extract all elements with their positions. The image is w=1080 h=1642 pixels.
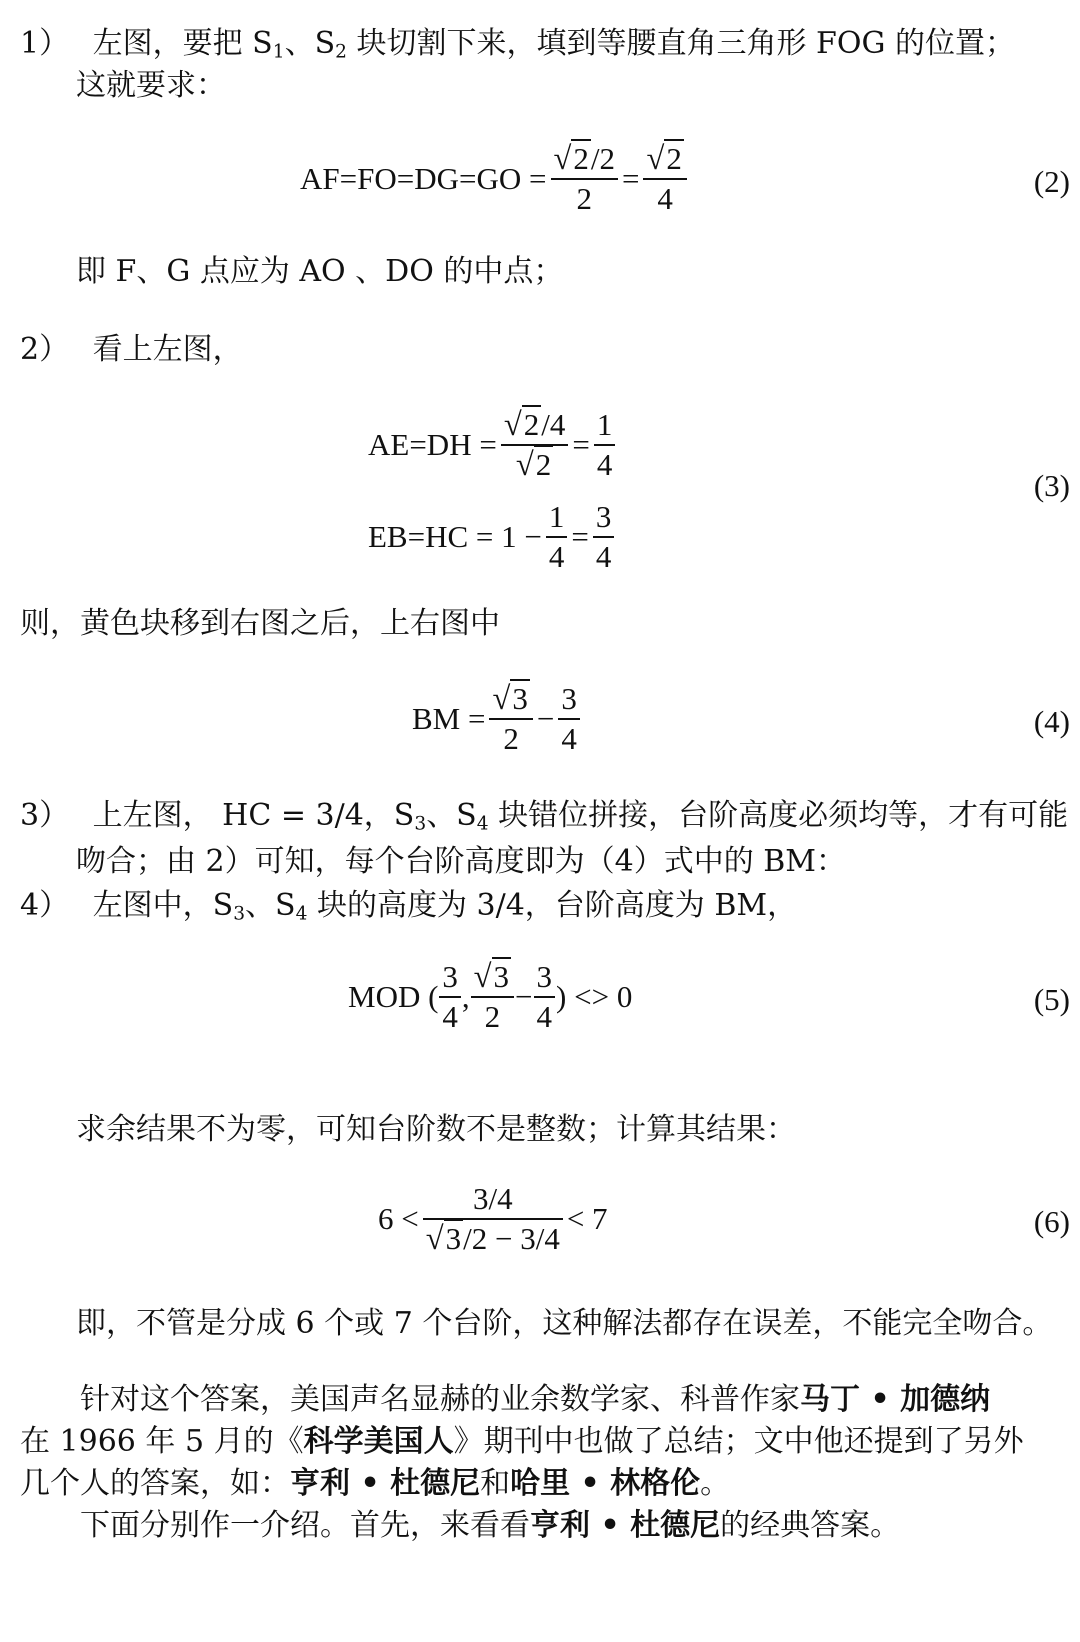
numerator: 3/4 bbox=[423, 1180, 563, 1220]
fraction: $\frac{√2}{4}$ bbox=[643, 140, 686, 218]
equation-label: (3) bbox=[1033, 468, 1070, 503]
text: 的经典答案。 bbox=[720, 1508, 901, 1543]
note-line: 求余结果不为零，可知台阶数不是整数；计算其结果： bbox=[76, 1112, 796, 1147]
fraction bbox=[546, 498, 568, 576]
radicand: 2 bbox=[523, 407, 540, 442]
subscript: 2 bbox=[335, 41, 347, 63]
eq-lhs: 6 < bbox=[378, 1201, 419, 1236]
item-number: 3） bbox=[20, 798, 70, 833]
numerator: 3 bbox=[534, 958, 556, 998]
denominator: 4 bbox=[657, 181, 673, 216]
radicand: 2 bbox=[573, 141, 589, 176]
item-number: 4） bbox=[20, 888, 70, 923]
item-text: 块切割下来，填到等腰直角三角形 FOG 的位置； bbox=[346, 26, 1015, 61]
journal-name: 科学美国人 bbox=[303, 1424, 454, 1459]
eq-rhs: < 7 bbox=[566, 1201, 608, 1236]
fraction bbox=[534, 958, 556, 1036]
eq-lhs: AE=DH = bbox=[368, 427, 497, 462]
denominator: 2 bbox=[503, 721, 519, 756]
equation-2 bbox=[300, 140, 691, 218]
fraction bbox=[593, 498, 615, 576]
item-2-line bbox=[20, 330, 243, 370]
item-number: 1） bbox=[20, 26, 70, 61]
equals: = bbox=[571, 519, 589, 554]
fraction: $\frac{3/4}{√3/2 - 3/4}$ bbox=[423, 1180, 563, 1258]
equation-3-row-2 bbox=[368, 498, 618, 576]
equation-5 bbox=[348, 958, 632, 1036]
denominator-tail: /2 − 3/4 bbox=[463, 1221, 560, 1256]
radicand: 2 bbox=[535, 447, 552, 482]
text: 针对这个答案，美国声名显赫的业余数学家、科普作家 bbox=[80, 1382, 800, 1417]
item-text: 、S bbox=[426, 798, 477, 833]
subscript: 4 bbox=[476, 813, 489, 835]
minus: − bbox=[515, 979, 533, 1014]
denominator: 4 bbox=[536, 999, 553, 1034]
item-text: 左图，要把 S bbox=[92, 26, 273, 61]
item-text: 看上左图， bbox=[92, 332, 243, 367]
equation-6 bbox=[378, 1180, 608, 1258]
numerator: 3 bbox=[439, 958, 461, 998]
paragraph-line-2 bbox=[20, 1422, 1024, 1462]
fraction: $\frac{√2/2}{2}$ bbox=[551, 140, 619, 218]
fraction bbox=[439, 958, 461, 1036]
person-name: 哈里 • 林格伦 bbox=[510, 1466, 701, 1501]
item-text: 、S bbox=[245, 888, 296, 923]
subscript: 4 bbox=[295, 903, 308, 925]
paragraph-line-3 bbox=[20, 1464, 730, 1504]
numerator: 1 bbox=[594, 406, 616, 446]
equation-4 bbox=[412, 680, 584, 758]
eq-lhs: MOD ( bbox=[348, 979, 439, 1014]
fraction: $\frac{√3}{2}$ bbox=[489, 680, 532, 758]
fraction bbox=[558, 680, 580, 758]
item-text: 块的高度为 3/4，台阶高度为 BM， bbox=[307, 888, 798, 923]
note-line: 即 F、G 点应为 AO 、DO 的中点； bbox=[76, 254, 564, 289]
text: 在 1966 年 5 月的《 bbox=[20, 1424, 304, 1459]
item-text: 上左图， HC = 3/4，S bbox=[92, 798, 415, 833]
subscript: 1 bbox=[272, 41, 285, 63]
denominator: 4 bbox=[561, 721, 577, 756]
eq-lhs: BM = bbox=[412, 701, 486, 736]
radicand: 3 bbox=[512, 681, 528, 716]
person-name: 马丁 • 加德纳 bbox=[800, 1382, 991, 1417]
item-number: 2） bbox=[20, 332, 70, 367]
text: 。 bbox=[700, 1466, 731, 1501]
numerator-tail: /4 bbox=[541, 407, 566, 442]
fraction: $\frac{√2/4}{√2}$ bbox=[501, 406, 569, 484]
note-line: 则，黄色块移到右图之后，上右图中 bbox=[20, 606, 500, 641]
person-name: 亨利 • 杜德尼 bbox=[530, 1508, 721, 1543]
equation-label: (4) bbox=[1033, 704, 1070, 739]
eq-lhs: AF=FO=DG=GO = bbox=[300, 161, 547, 196]
numerator-tail: /2 bbox=[590, 141, 615, 176]
person-name: 亨利 • 杜德尼 bbox=[290, 1466, 481, 1501]
note-line: 即，不管是分成 6 个或 7 个台阶，这种解法都存在误差，不能完全吻合。 bbox=[76, 1306, 1053, 1341]
numerator: 3 bbox=[593, 498, 615, 538]
denominator: 2 bbox=[484, 999, 501, 1034]
fraction: $\frac{√3}{2}$ bbox=[471, 958, 514, 1036]
equation-3-row-1 bbox=[368, 406, 619, 484]
item-text: 、S bbox=[284, 26, 336, 61]
item-text: 块错位拼接，台阶高度必须均等，才有可能 bbox=[488, 798, 1069, 833]
eq-lhs: EB=HC = 1 − bbox=[368, 519, 542, 554]
denominator: 4 bbox=[442, 999, 458, 1034]
denominator: 2 bbox=[576, 181, 592, 216]
denominator: 4 bbox=[596, 447, 613, 482]
radicand: 3 bbox=[445, 1221, 462, 1256]
item-3-line-2: 吻合；由 2）可知，每个台阶高度即为（4）式中的 BM： bbox=[76, 844, 847, 879]
equals: = bbox=[572, 427, 590, 462]
denominator: 4 bbox=[595, 539, 612, 574]
item-3-line-1 bbox=[20, 796, 1068, 845]
numerator: 3 bbox=[558, 680, 580, 720]
item-1-line-2: 这就要求： bbox=[76, 68, 226, 103]
equation-label: (2) bbox=[1033, 164, 1070, 199]
item-4-line bbox=[20, 886, 797, 935]
subscript: 3 bbox=[233, 903, 246, 925]
radicand: 3 bbox=[493, 959, 510, 994]
paragraph-line-4 bbox=[80, 1506, 900, 1546]
numerator: 1 bbox=[546, 498, 568, 538]
equation-label: (6) bbox=[1033, 1204, 1070, 1239]
item-text: 左图中，S bbox=[92, 888, 234, 923]
equals: = bbox=[622, 161, 640, 196]
text: 》期刊中也做了总结；文中他还提到了另外 bbox=[453, 1424, 1024, 1459]
comma: , bbox=[461, 979, 470, 1014]
radicand: 2 bbox=[666, 141, 682, 176]
fraction bbox=[594, 406, 616, 484]
text: 和 bbox=[480, 1466, 511, 1501]
text: 几个人的答案，如： bbox=[20, 1466, 290, 1501]
equation-label: (5) bbox=[1033, 982, 1070, 1017]
eq-rhs: ) <> 0 bbox=[556, 979, 633, 1014]
minus: − bbox=[536, 701, 555, 736]
denominator: 4 bbox=[548, 539, 565, 574]
subscript: 3 bbox=[414, 813, 427, 835]
text: 下面分别作一介绍。首先，来看看 bbox=[80, 1508, 530, 1543]
paragraph-line-1 bbox=[80, 1380, 990, 1420]
